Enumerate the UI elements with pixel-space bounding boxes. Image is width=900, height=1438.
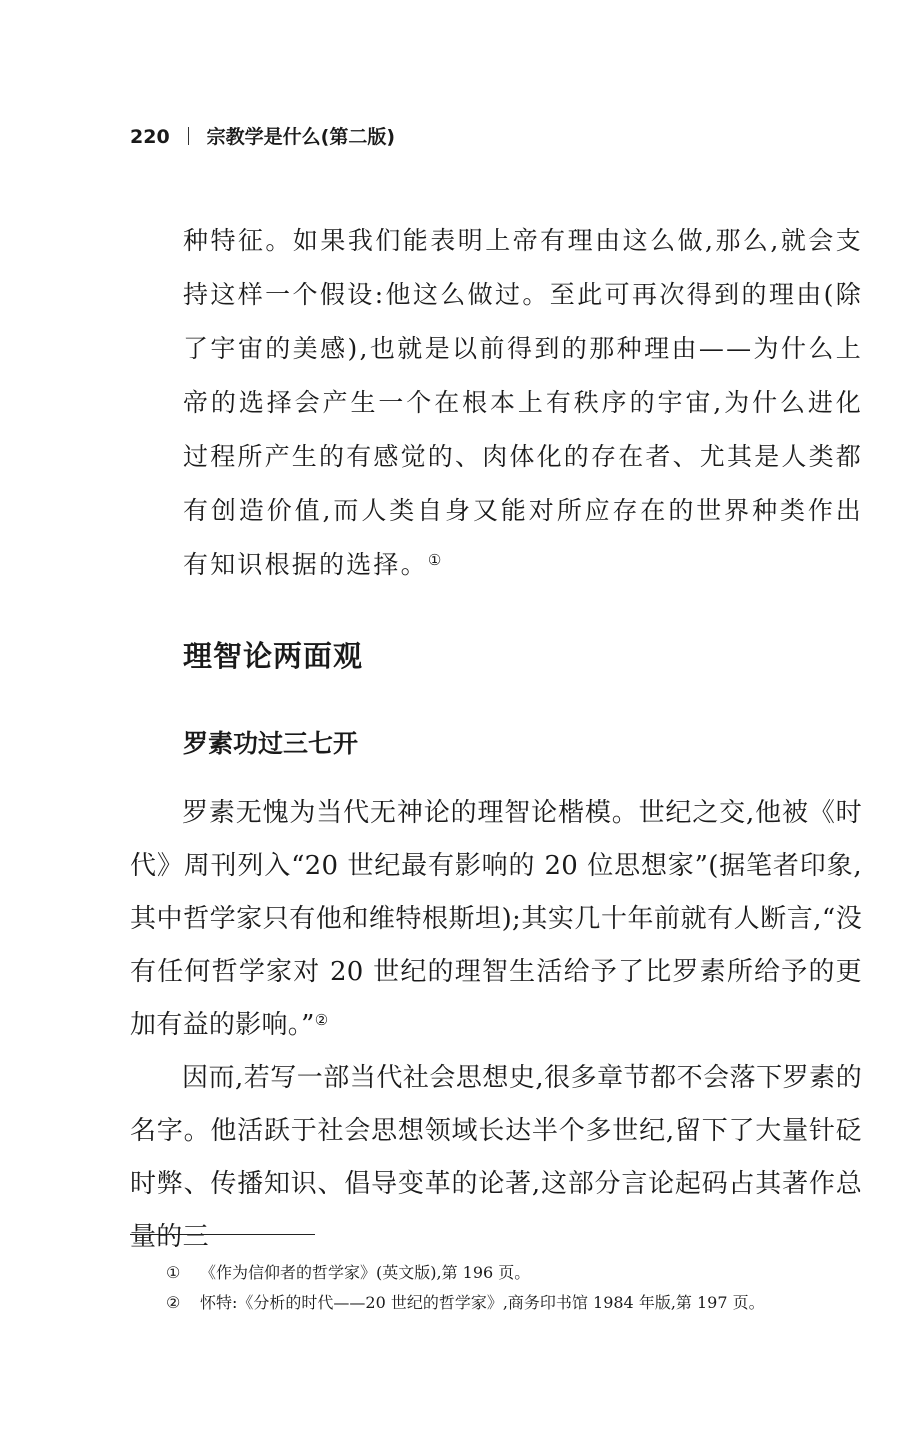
footnote-1 — [166, 1258, 866, 1288]
footnote-2 — [166, 1288, 866, 1318]
paragraph-1 — [130, 787, 862, 1052]
footnote-1-marker: ① — [166, 1263, 181, 1282]
page-number: 220 — [130, 126, 170, 148]
section-heading: 理智论两面观 — [183, 639, 364, 673]
footnote-rule — [130, 1234, 315, 1235]
paragraph-1-text: 罗素无愧为当代无神论的理智论楷模。世纪之交,他被《时代》周刊列入“20 世纪最有影响的 20 位思想家”(据笔者印象,其中哲学家只有他和维特根斯坦);其实几十年前就有人断言,“没有任何哲学家对 20 世纪的理智生活给予了比罗素所给予的更加有益的影响。” — [130, 798, 862, 1040]
subsection-heading: 罗素功过三七开 — [183, 729, 359, 758]
block-quote — [183, 214, 863, 592]
header-divider — [188, 127, 189, 145]
running-header — [130, 122, 395, 149]
footnote-ref-2: ② — [314, 1011, 329, 1029]
footnote-2-text: 怀特:《分析的时代——20 世纪的哲学家》,商务印书馆 1984 年版,第 197 页。 — [200, 1293, 765, 1312]
footnote-1-text: 《作为信仰者的哲学家》(英文版),第 196 页。 — [200, 1263, 531, 1282]
body-text — [130, 787, 862, 1264]
footnote-ref-1: ① — [427, 551, 444, 569]
paragraph-2: 因而,若写一部当代社会思想史,很多章节都不会落下罗素的名字。他活跃于社会思想领域长达半个多世纪,留下了大量针砭时弊、传播知识、倡导变革的论著,这部分言论起码占其著作总量的三 — [130, 1063, 862, 1252]
footnotes — [166, 1258, 866, 1318]
book-title: 宗教学是什么(第二版) — [206, 126, 396, 148]
footnote-2-marker: ② — [166, 1293, 181, 1312]
quote-text: 种特征。如果我们能表明上帝有理由这么做,那么,就会支持这样一个假设:他这么做过。至此可再次得到的理由(除了宇宙的美感),也就是以前得到的那种理由——为什么上帝的选择会产生一个在根本上有秩序的宇宙,为什么进化过程所产生的有感觉的、肉体化的存在者、尤其是人类都有创造价值,而人类自身又能对所应存在的世界种类作出有知识根据的选择。 — [183, 226, 864, 579]
